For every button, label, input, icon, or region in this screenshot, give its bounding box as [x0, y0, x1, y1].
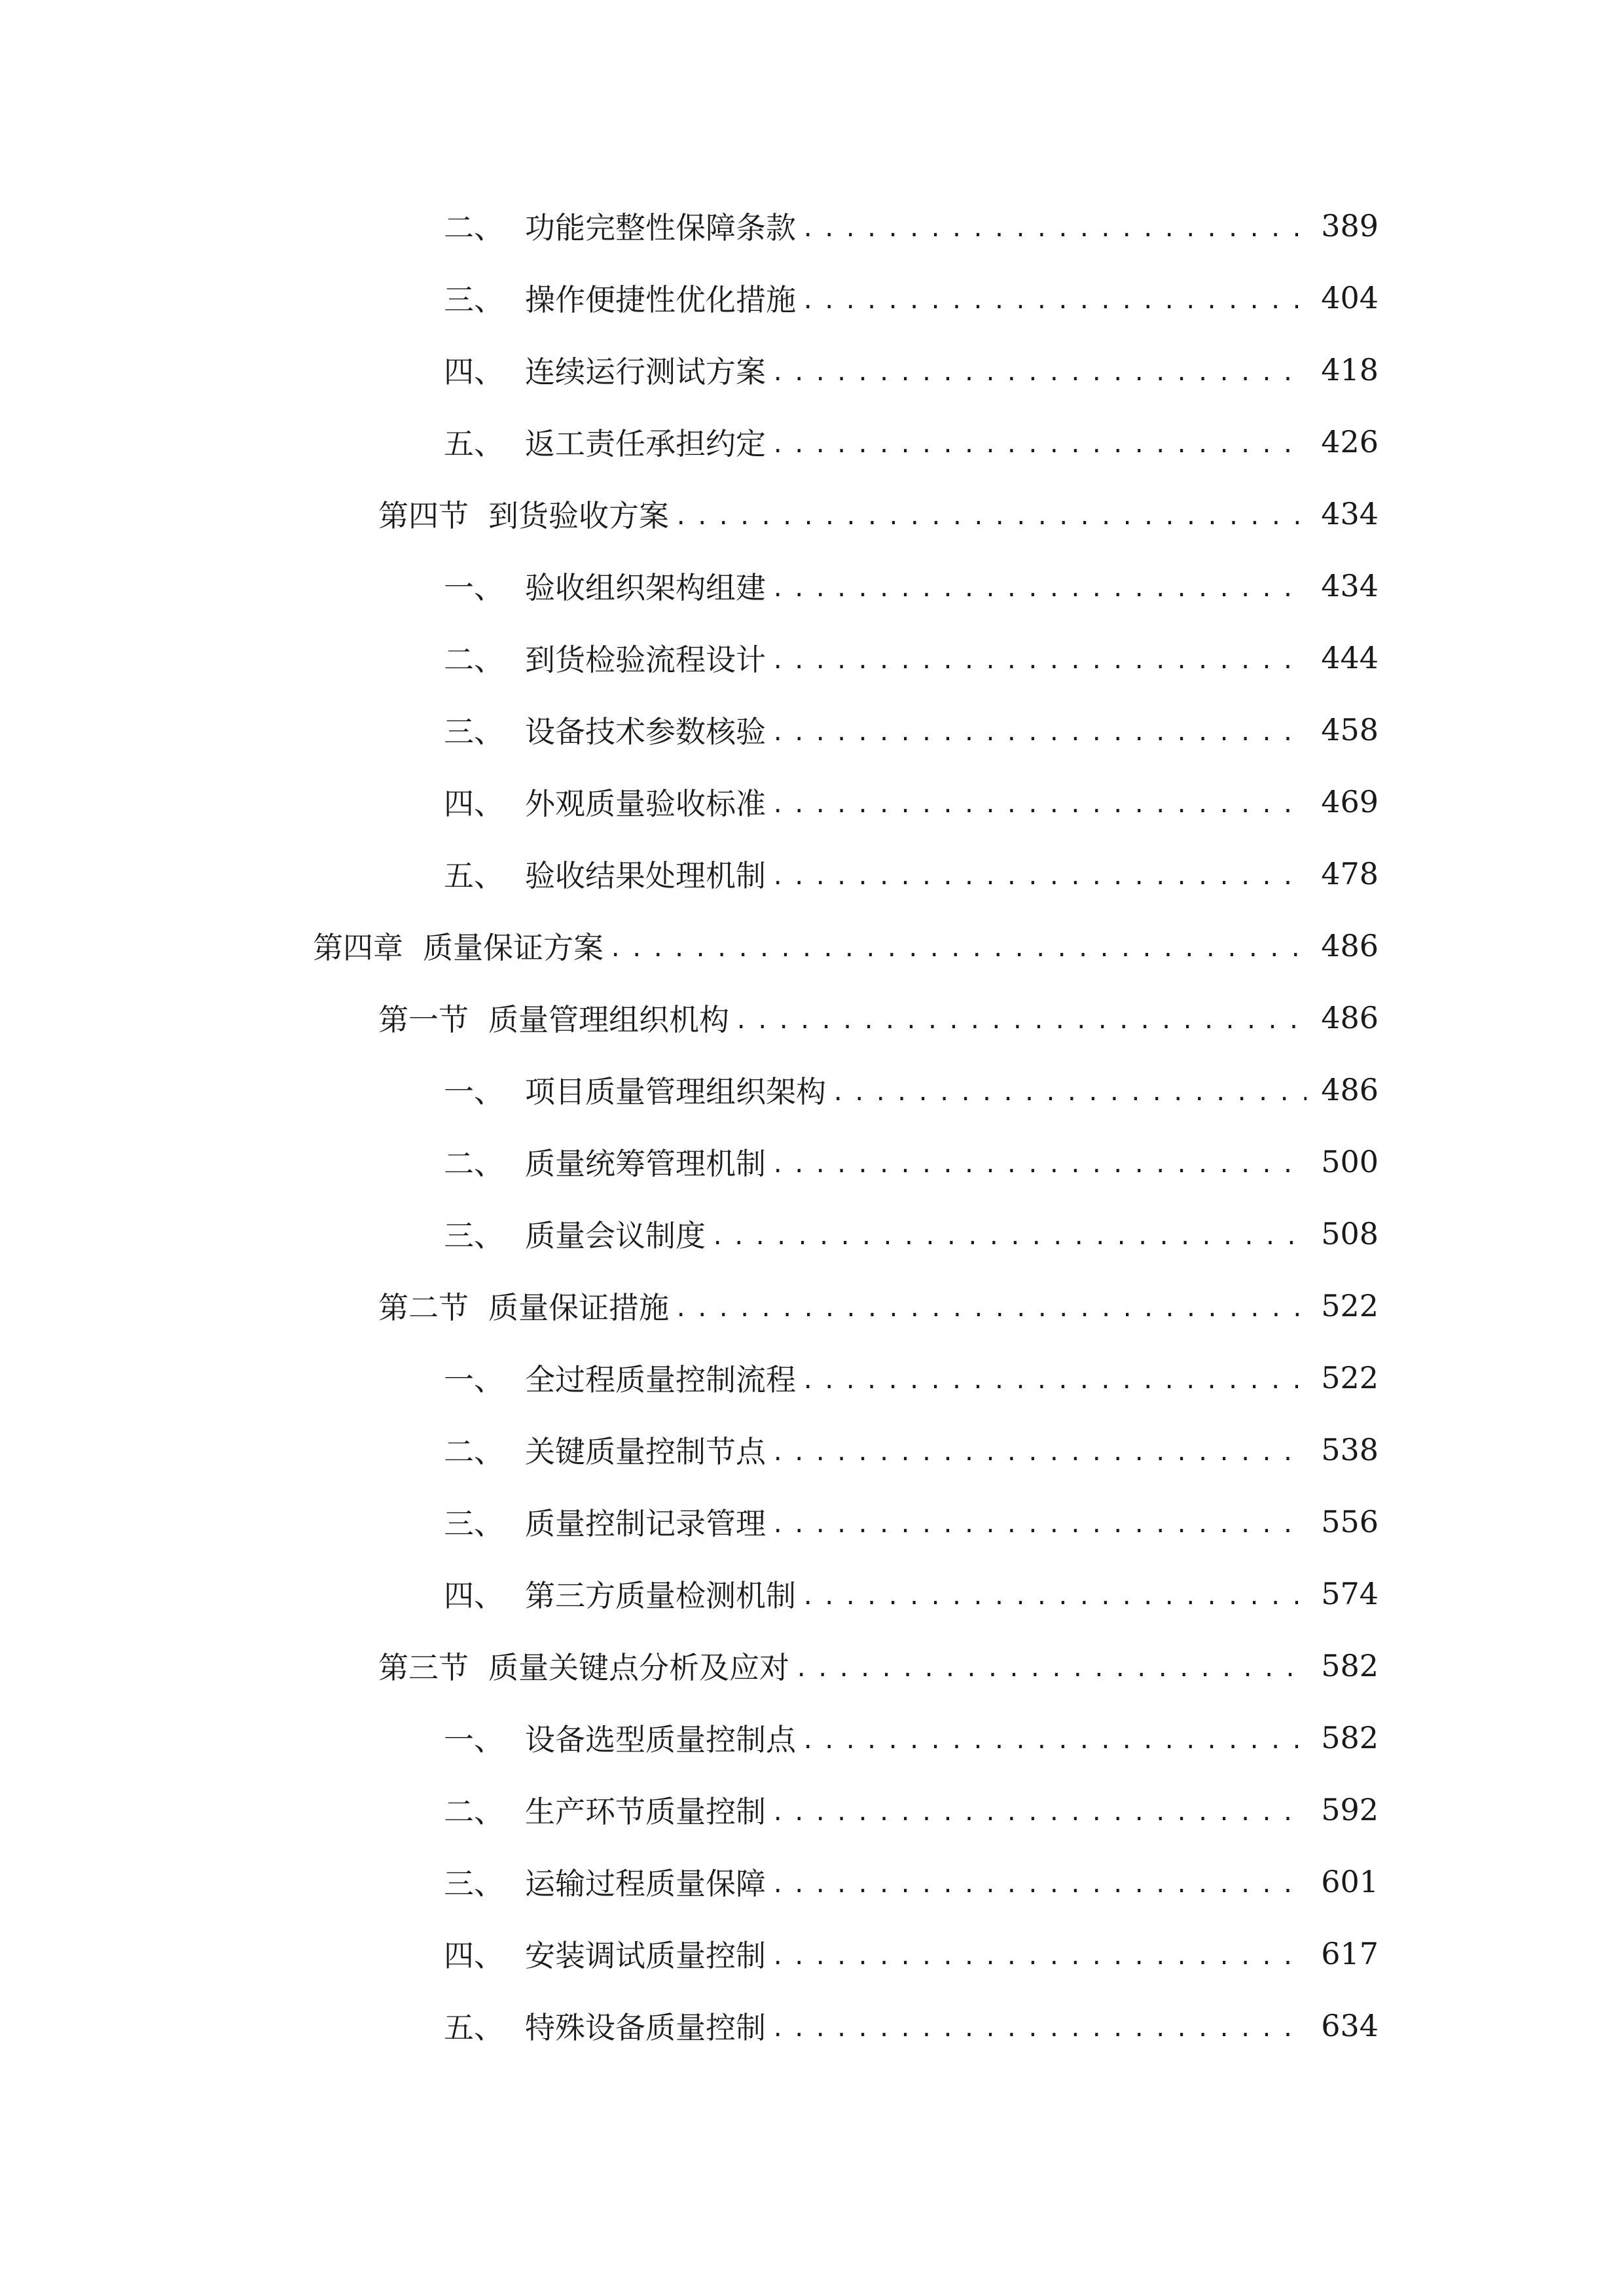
toc-entry[interactable]	[0, 1846, 1624, 1918]
toc-entry-number: 三、	[444, 282, 504, 317]
toc-entry-label	[444, 420, 766, 463]
toc-entry-title: 功能完整性保障条款	[525, 210, 796, 245]
dot-leader	[771, 715, 1307, 744]
toc-entry-label	[444, 1356, 796, 1399]
toc-entry-page-number: 574	[1321, 1576, 1379, 1611]
toc-entry-page-number: 582	[1321, 1720, 1379, 1755]
toc-entry-page-number: 634	[1321, 2008, 1379, 2043]
toc-entry-title: 验收结果处理机制	[525, 858, 766, 893]
toc-entry[interactable]	[0, 766, 1624, 838]
toc-entry-label	[378, 492, 669, 535]
toc-entry-title: 质量控制记录管理	[525, 1506, 766, 1541]
toc-entry-page-number: 426	[1321, 424, 1379, 459]
toc-entry-number: 五、	[444, 2010, 504, 2045]
toc-entry-label	[444, 1140, 766, 1183]
toc-entry-number: 三、	[444, 1506, 504, 1541]
toc-entry-label	[444, 1500, 766, 1543]
toc-entry-page-number: 434	[1321, 568, 1379, 603]
toc-entry-number: 二、	[444, 1434, 504, 1469]
toc-entry-title: 质量保证措施	[488, 1290, 669, 1325]
dot-leader	[801, 1363, 1307, 1392]
toc-entry-page-number: 538	[1321, 1432, 1379, 1467]
toc-entry-page-number: 486	[1321, 1000, 1379, 1035]
toc-entry[interactable]	[0, 1054, 1624, 1126]
toc-entry-title: 质量保证方案	[423, 930, 604, 965]
toc-entry-title: 设备选型质量控制点	[525, 1722, 796, 1757]
dot-leader	[771, 1939, 1307, 1968]
toc-entry-page-number: 556	[1321, 1504, 1379, 1539]
toc-entry-title: 到货验收方案	[488, 498, 669, 533]
toc-entry-label	[378, 1284, 669, 1327]
toc-entry[interactable]	[0, 1630, 1624, 1702]
toc-entry-label	[444, 1212, 706, 1255]
toc-entry-page-number: 444	[1321, 640, 1379, 675]
toc-entry-label	[444, 1428, 766, 1471]
toc-entry-page-number: 500	[1321, 1144, 1379, 1179]
toc-entry-label	[378, 996, 729, 1039]
toc-entry-number: 四、	[444, 1578, 504, 1613]
toc-entry[interactable]	[0, 190, 1624, 262]
toc-entry[interactable]	[0, 334, 1624, 406]
toc-entry-title: 设备技术参数核验	[525, 714, 766, 749]
toc-entry-number: 第四节	[378, 498, 469, 533]
toc-entry-page-number: 478	[1321, 856, 1379, 891]
toc-entry-label	[444, 1860, 766, 1903]
toc-entry-title: 到货检验流程设计	[525, 642, 766, 677]
dot-leader	[734, 1003, 1307, 1032]
toc-entry-number: 五、	[444, 858, 504, 893]
toc-entry[interactable]	[0, 1342, 1624, 1414]
dot-leader	[771, 787, 1307, 816]
toc-entry-page-number: 522	[1321, 1288, 1379, 1323]
toc-entry-page-number: 522	[1321, 1360, 1379, 1395]
toc-entry-title: 生产环节质量控制	[525, 1794, 766, 1829]
toc-entry-title: 外观质量验收标准	[525, 786, 766, 821]
toc-entry[interactable]	[0, 1990, 1624, 2062]
toc-entry[interactable]	[0, 1414, 1624, 1486]
toc-entry[interactable]	[0, 1774, 1624, 1846]
toc-entry-number: 一、	[444, 570, 504, 605]
dot-leader	[674, 1291, 1307, 1320]
toc-entry-page-number: 434	[1321, 496, 1379, 531]
toc-entry-number: 四、	[444, 1938, 504, 1973]
toc-entry-number: 三、	[444, 1866, 504, 1901]
toc-entry-number: 一、	[444, 1074, 504, 1109]
dot-leader	[771, 643, 1307, 672]
toc-entry-title: 质量统筹管理机制	[525, 1146, 766, 1181]
toc-entry[interactable]	[0, 982, 1624, 1054]
toc-entry[interactable]	[0, 1558, 1624, 1630]
toc-entry[interactable]	[0, 694, 1624, 766]
toc-entry-number: 二、	[444, 1146, 504, 1181]
toc-entry-page-number: 404	[1321, 280, 1379, 315]
toc-entry-label	[444, 636, 766, 679]
toc-entry-label	[378, 1644, 789, 1687]
toc-entry-page-number: 469	[1321, 784, 1379, 819]
toc-entry-title: 第三方质量检测机制	[525, 1578, 796, 1613]
toc-entry-title: 关键质量控制节点	[525, 1434, 766, 1469]
toc-entry[interactable]	[0, 478, 1624, 550]
toc-entry-number: 三、	[444, 714, 504, 749]
dot-leader	[771, 859, 1307, 888]
table-of-contents	[0, 190, 1624, 2062]
toc-entry-number: 一、	[444, 1722, 504, 1757]
dot-leader	[771, 571, 1307, 600]
toc-entry[interactable]	[0, 622, 1624, 694]
toc-entry[interactable]	[0, 406, 1624, 478]
dot-leader	[801, 211, 1307, 240]
toc-entry-label	[444, 1572, 796, 1615]
toc-entry-number: 二、	[444, 210, 504, 245]
toc-entry-number: 第四章	[313, 930, 403, 965]
toc-entry[interactable]	[0, 1126, 1624, 1198]
toc-entry-number: 二、	[444, 1794, 504, 1829]
dot-leader	[831, 1075, 1307, 1104]
toc-entry-label	[444, 276, 796, 319]
toc-entry-label	[444, 780, 766, 823]
toc-entry-label	[444, 2004, 766, 2047]
toc-entry-page-number: 458	[1321, 712, 1379, 747]
dot-leader	[711, 1219, 1307, 1248]
dot-leader	[771, 355, 1307, 384]
dot-leader	[801, 1579, 1307, 1608]
toc-entry-number: 四、	[444, 786, 504, 821]
toc-entry-page-number: 418	[1321, 352, 1379, 387]
toc-entry-page-number: 486	[1321, 1072, 1379, 1107]
dot-leader	[771, 427, 1307, 456]
dot-leader	[609, 931, 1307, 960]
dot-leader	[801, 1723, 1307, 1752]
toc-entry[interactable]	[0, 1486, 1624, 1558]
toc-entry-number: 第二节	[378, 1290, 469, 1325]
toc-entry-label	[444, 852, 766, 895]
dot-leader	[801, 283, 1307, 312]
toc-entry-number: 三、	[444, 1218, 504, 1253]
toc-entry-title: 操作便捷性优化措施	[525, 282, 796, 317]
toc-entry-number: 五、	[444, 426, 504, 461]
dot-leader	[771, 1507, 1307, 1536]
toc-entry-page-number: 389	[1321, 208, 1379, 243]
toc-entry-title: 质量会议制度	[525, 1218, 706, 1253]
dot-leader	[674, 499, 1307, 528]
toc-entry[interactable]	[0, 1918, 1624, 1990]
dot-leader	[771, 1435, 1307, 1464]
toc-entry[interactable]	[0, 550, 1624, 622]
toc-entry-page-number: 486	[1321, 928, 1379, 963]
toc-entry-title: 质量关键点分析及应对	[488, 1650, 789, 1685]
toc-entry-label	[444, 204, 796, 247]
dot-leader	[771, 1147, 1307, 1176]
toc-entry[interactable]	[0, 910, 1624, 982]
toc-entry-label	[444, 564, 766, 607]
toc-entry-page-number: 617	[1321, 1936, 1379, 1971]
toc-entry[interactable]	[0, 262, 1624, 334]
toc-entry-page-number: 582	[1321, 1648, 1379, 1683]
toc-entry-label	[444, 1716, 796, 1759]
toc-entry[interactable]	[0, 1702, 1624, 1774]
toc-entry-page-number: 592	[1321, 1792, 1379, 1827]
toc-entry-number: 第一节	[378, 1002, 469, 1037]
toc-entry-label	[444, 708, 766, 751]
toc-entry-title: 特殊设备质量控制	[525, 2010, 766, 2045]
toc-entry-page-number: 508	[1321, 1216, 1379, 1251]
toc-entry-number: 四、	[444, 354, 504, 389]
dot-leader	[771, 1867, 1307, 1896]
toc-entry-number: 第三节	[378, 1650, 469, 1685]
toc-entry-page-number: 601	[1321, 1864, 1379, 1899]
toc-entry-label	[444, 1788, 766, 1831]
toc-entry-title: 项目质量管理组织架构	[525, 1074, 826, 1109]
dot-leader	[771, 1795, 1307, 1824]
toc-entry-title: 返工责任承担约定	[525, 426, 766, 461]
toc-entry[interactable]	[0, 838, 1624, 910]
toc-entry[interactable]	[0, 1270, 1624, 1342]
toc-entry-title: 连续运行测试方案	[525, 354, 766, 389]
toc-entry-label	[444, 1068, 826, 1111]
toc-entry[interactable]	[0, 1198, 1624, 1270]
toc-entry-title: 验收组织架构组建	[525, 570, 766, 605]
toc-entry-title: 质量管理组织机构	[488, 1002, 729, 1037]
toc-entry-title: 全过程质量控制流程	[525, 1362, 796, 1397]
toc-entry-label	[444, 348, 766, 391]
toc-entry-number: 一、	[444, 1362, 504, 1397]
toc-entry-label	[313, 924, 604, 967]
dot-leader	[771, 2011, 1307, 2040]
toc-entry-number: 二、	[444, 642, 504, 677]
toc-entry-title: 运输过程质量保障	[525, 1866, 766, 1901]
toc-entry-label	[444, 1932, 766, 1975]
toc-entry-title: 安装调试质量控制	[525, 1938, 766, 1973]
dot-leader	[795, 1651, 1307, 1680]
